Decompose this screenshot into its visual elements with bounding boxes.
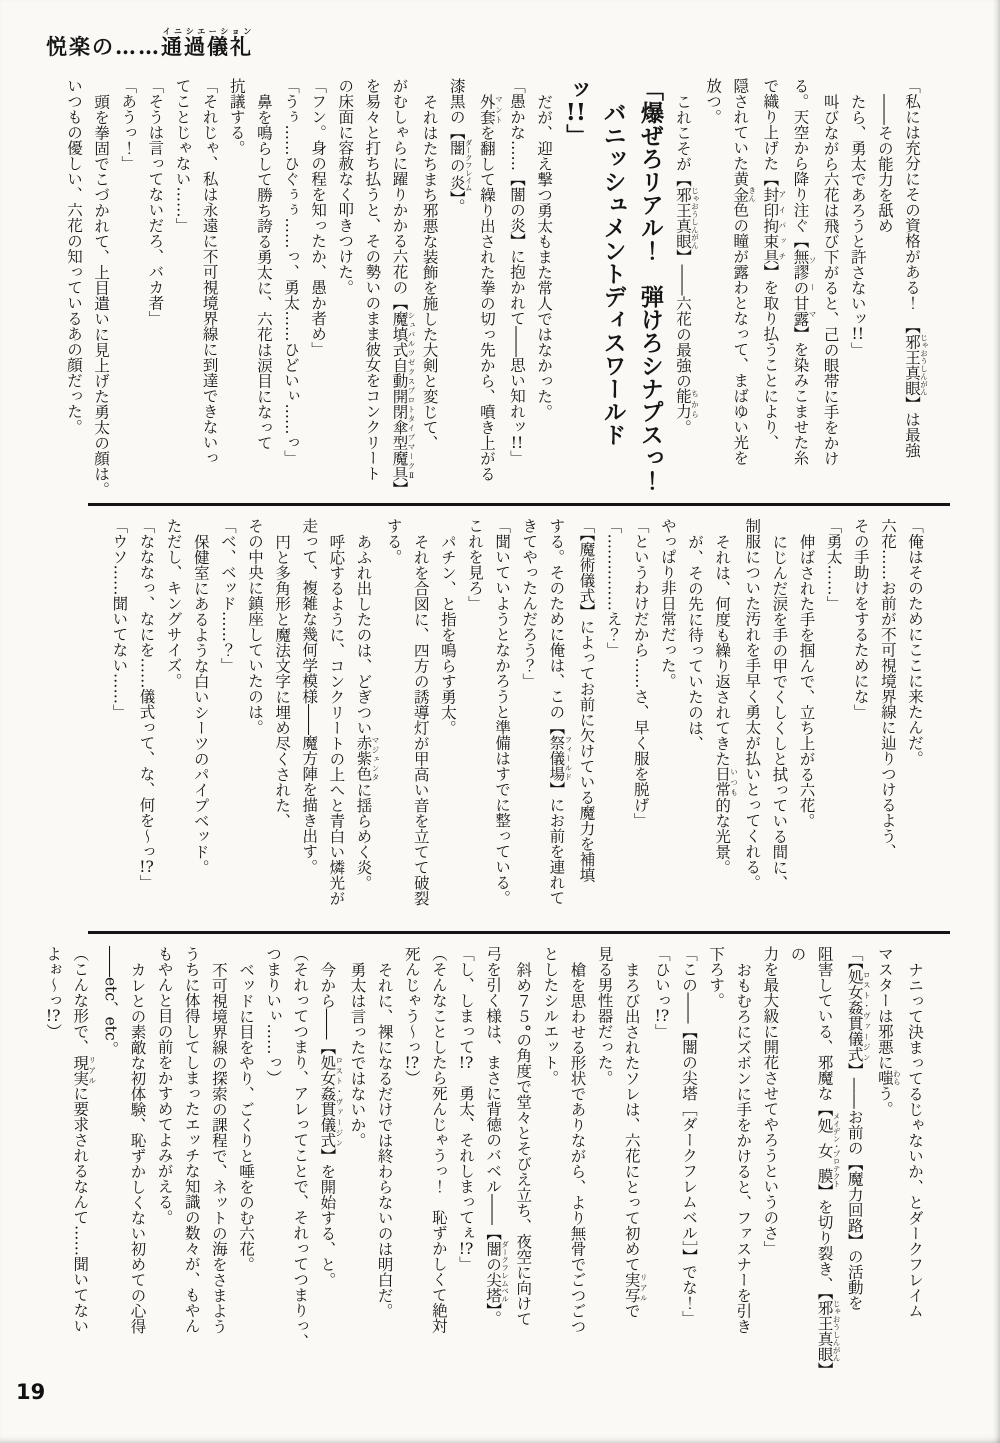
text-line: 今から――【処女姦貫儀式ロスト・ヴァージン】を開始する、と。	[318, 961, 344, 1287]
text-line: やっぱり非日常だった。	[658, 518, 677, 689]
text-line: これこそが【邪王真眼じゃおうしんがん】――六花の最強の能力ちから。	[674, 93, 700, 435]
text-line: たら、勇太であろうと許さないッ!!」	[848, 93, 867, 357]
text-line: 鼻を鳴らして勝ち誇る勇太に、六花は涙目になって	[254, 93, 273, 450]
text-line: それを合図に、四方の誘導灯が甲高い音を立てて破裂	[411, 533, 430, 906]
text-line: つまりいぃ……っ）	[264, 946, 283, 1086]
text-line: 「俺はそのためにここに来たんだ。	[906, 518, 924, 766]
text-section-middle	[83, 518, 928, 930]
text-line: としたシルエット。	[541, 946, 560, 1086]
text-line: ――その能力を舐め	[875, 93, 894, 233]
text-line: 保健室にあるような白いシーツのパイプベッド。	[191, 533, 210, 875]
text-line: 「し、しまって!? 勇太、それしまってぇ!?」	[457, 946, 475, 1272]
text-line: 見る男性器だった。	[595, 946, 614, 1086]
text-line: 斜め７５°の角度で堂々とそびえ立ち、夜空に向けて	[514, 961, 533, 1326]
text-line: 勇太は言ったではないか。	[348, 961, 367, 1148]
text-line: 「それじゃ、私は永遠に不可視境界線に到達できないっ	[200, 78, 219, 466]
text-line: 阻害している、邪魔な【処女膜メイデン・プロテクト】を切り裂き、【邪王真眼じゃおうしんがん】の	[788, 946, 842, 1378]
text-line: 抗議する。	[227, 78, 246, 156]
text-line: これを見ろ」	[466, 518, 484, 611]
text-line: 外套マントを翻して繰り出された拳の切っ先から、噴き上がる	[477, 93, 504, 481]
text-line: ――etc、etc。	[101, 946, 120, 1057]
text-line: 死んじゃう～っ!?）	[402, 946, 421, 1086]
text-line: 「というわけだから……さ、早く服を脱げ」	[631, 518, 650, 828]
text-line: 下ろす。	[707, 946, 726, 1008]
text-line: 走って、複雑な幾何学模様――魔方陣を描き出す。	[300, 518, 319, 875]
text-line: 「ひいっ!?」	[652, 946, 671, 1039]
text-line: 伸ばされた手を掴んで、立ち上がる六花。	[797, 533, 816, 828]
text-line: 隠されていた黄金きん色の瞳が露わとなって、まばゆい光を	[731, 78, 757, 466]
text-line: 「……………え？」	[604, 518, 623, 658]
text-line: 円と多角形と魔法文字に埋め尽くされた、	[273, 533, 292, 828]
text-line: 不可視境界線の探索の課程で、ネットの海をさまよう	[209, 961, 228, 1334]
text-line: もやんと目の前をかすめてよみがえる。	[155, 946, 174, 1225]
text-line: 「そうは言ってないだろ、バカ者」	[146, 78, 165, 326]
text-line: てことじゃない……」	[173, 78, 192, 233]
section-divider-2	[88, 931, 950, 934]
text-line: それは、何度も繰り返されてきた日常いつも的な光景。	[713, 533, 739, 875]
text-line: カレとの素敵な初体験、恥ずかしくない初めての心得	[128, 961, 147, 1334]
text-line: きてやったんだろう？」	[520, 518, 539, 689]
text-line: ナニって決まってるじゃないか、とダークフレイム	[906, 961, 924, 1318]
text-line: 「うぅ……ひぐぅぅ……っ、勇太……ひどいぃ……っ」	[282, 78, 300, 466]
text-line: がむしゃらに躍りかかる六花の【魔填式自動開閉傘型魔具シュバルツゼクスプロトタイプマークⅡ】	[390, 78, 416, 497]
text-line: 「ウソ……聞いてない……」	[110, 518, 129, 720]
text-line: おもむろにズボンに手をかけると、ファスナーを引き	[734, 961, 753, 1334]
text-line: その中央に鎮座していたのは。	[246, 518, 264, 735]
text-line: 「聞いていようとなかろうと準備はすでに整っている。	[493, 518, 512, 906]
text-line: （そんなことしたら死んじゃうっ！ 恥ずかしくて絶対	[429, 946, 448, 1334]
text-line: うちに体得してしまったエッチな知識の数々が、もやん	[182, 946, 201, 1334]
text-line: 「なななっ、なにを……儀式って、な、何を～っ!?」	[137, 518, 156, 890]
section-divider-1	[88, 503, 950, 506]
text-line: あふれ出したのは、どぎつい赤紫色マジェンタに揺らめく炎。	[354, 533, 380, 890]
text-line: （それってつまり、アレってことで、それってつまりっ、	[291, 946, 310, 1349]
text-line: だが、迎え撃つ勇太もまた常人ではなかった。	[535, 93, 554, 419]
text-line: 「勇太……」	[824, 518, 843, 611]
text-line: 「あうっ！」	[119, 78, 138, 171]
text-line: まろび出されたソレは、六花にとって初めて実写リアルで	[622, 961, 649, 1318]
text-line: る。天空から降り注ぐ【無謬の甘露ソーマ】を染みこませた糸	[791, 78, 817, 466]
text-line: 「べ、ベッド……？」	[218, 518, 237, 673]
text-line: 弓を引く様は、まさに背徳のバベル――【闇の尖塔ダークフレムベル】。	[484, 946, 510, 1326]
text-line: する。そのために俺は、この【祭儀場フィールド】にお前を連れて	[547, 518, 573, 906]
text-line: 叫びながら六花は飛び下がると、己の眼帯に手をかけ	[821, 93, 840, 466]
text-line: 「フン。身の程を知ったか、愚か者め」	[309, 78, 328, 357]
text-section-bottom	[44, 946, 928, 1392]
text-line: ベッドに目をやり、ごくりと唾をのむ六花。	[237, 961, 255, 1272]
text-line: が、その先に待っていたのは、	[686, 533, 704, 751]
text-line: にじんだ涙を手の甲でくしくしと拭っている間に、	[770, 533, 789, 890]
text-line: 「爆ぜろリアル！ 弾けろシナプスっ！	[636, 78, 664, 492]
text-line: で織り上げた【封印拘束具アイパッチ】を取り払うことにより、	[761, 78, 787, 450]
text-line: ただし、キングサイズ。	[164, 518, 183, 689]
text-line: 漆黒の【闇の炎ダークフレイム】。	[447, 78, 474, 214]
text-line: いつもの優しい、六花の知っているあの顔だった。	[65, 78, 83, 435]
page-number: 19	[16, 1380, 46, 1404]
text-line: 「この――【闇の尖塔［ダークフレムベル］】でな！」	[680, 946, 698, 1326]
text-line: パチン、と指を鳴らす勇太。	[438, 533, 457, 735]
text-line: の床面に容赦なく叩きつけた。	[336, 78, 355, 295]
text-section-top	[65, 78, 929, 503]
text-line: 「愚かな……【闇の炎】に抱かれて――思い知れッ!!」	[508, 78, 526, 466]
text-line: その手助けをするためにな」	[851, 518, 870, 720]
text-line: （こんな形で、現実リアルに要求されるなんて……聞いてない	[71, 946, 97, 1334]
text-line: 「【魔術儀式】によってお前に欠けている魔力を補填	[577, 518, 596, 883]
text-line: 制服についた汚れを手早く勇太が払いとってくれる。	[743, 518, 762, 890]
text-line: バニッシュメントディスワールドッ!!」	[562, 78, 627, 446]
text-line: 放つ。	[704, 78, 723, 125]
page-title: 悦楽の……通過儀礼イニシエーション	[46, 26, 253, 59]
text-line: 頭を拳固でこづかれて、上目遣いに見上げた勇太の顔は。	[92, 93, 111, 497]
text-line: マスターは邪悪に嗤わらう。	[875, 946, 902, 1117]
text-line: を易々と打ち払うと、その勢いのまま彼女をコンクリート	[363, 78, 382, 481]
text-line: 槍を思わせる形状でありながら、より無骨でごつごつ	[568, 961, 587, 1334]
text-line: それはたちまち邪悪な装飾を施した大剣と変じて、	[420, 93, 439, 450]
text-line: する。	[384, 518, 403, 565]
text-line: それに、裸になるだけでは終わらないのは明白だ。	[375, 961, 394, 1318]
text-line: 「【処女姦貫儀式ロスト・ヴァージン】――お前の【魔力回路】の活動を	[845, 946, 872, 1311]
text-line: よぉ～っ!?）	[44, 946, 63, 1039]
text-line: 力を最大級に開花させてやろうというのさ」	[761, 946, 780, 1256]
text-line: 「私には充分にその資格がある！ 【邪王真眼じゃおうしんがん】は最強	[903, 78, 929, 458]
text-line: 六花……お前が不可視境界線に辿りつけるよう、	[878, 518, 897, 859]
text-line: 呼応するように、コンクリートの上へと青白い燐光が	[327, 533, 346, 906]
